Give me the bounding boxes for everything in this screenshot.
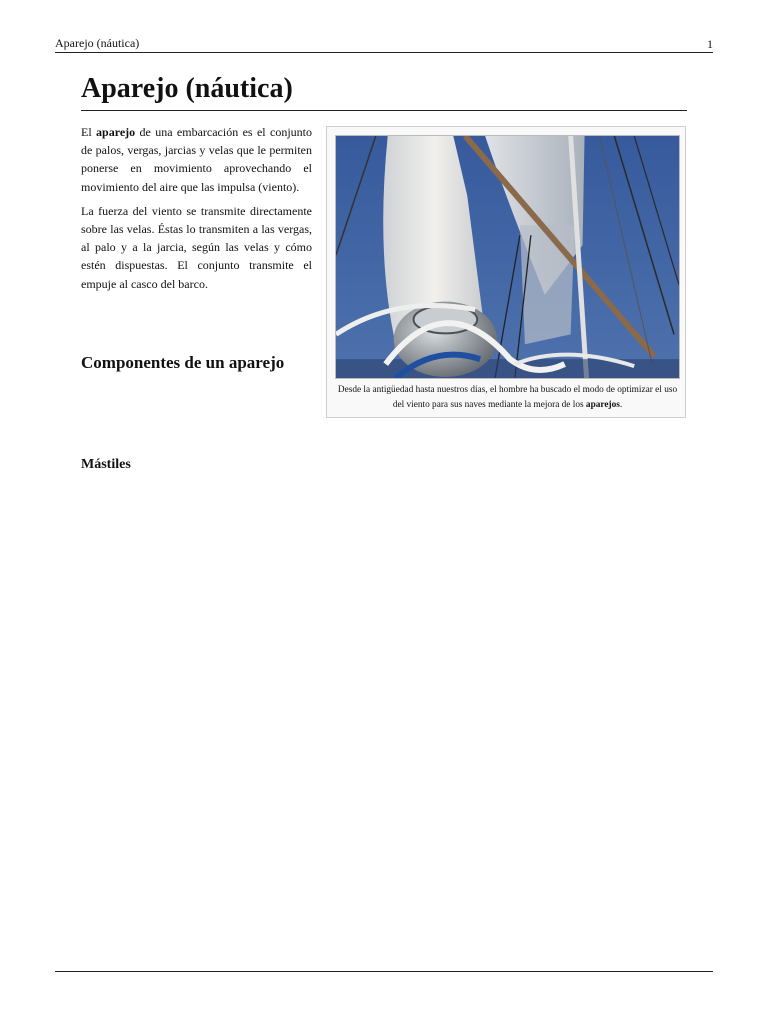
running-header [55,36,713,53]
page-number: 1 [707,37,713,51]
sailboat-rigging-illustration [336,136,679,378]
caption-end: . [619,400,623,410]
running-title: Aparejo (náutica) [55,36,140,50]
intro-lead: El [81,125,97,139]
force-paragraph: La fuerza del viento se transmite directamente sobre las velas. Éstas lo transmiten a las vergas, al palo y a la jarcia, según las velas y cómo estén dispuestas. El conjunto transmite el empuje al casco del barco. [81,203,312,291]
article-title: Aparejo (náutica) [81,72,687,111]
intro-paragraph [81,123,312,196]
figure-caption [335,383,680,413]
caption-text: Desde la antigüedad hasta nuestros días, el hombre ha buscado el modo de optimizar el uso del viento para sus naves mediante la mejora de los [337,385,678,410]
section-heading-componentes: Componentes de un aparejo [81,353,285,372]
intro-rest: de una embarcación es el conjunto de palos, vergas, jarcias y velas que le permiten ponerse en movimiento aprovechando el movimiento del aire que las impulsa (viento). [81,125,312,194]
footer-rule [55,971,713,972]
figure-box [326,126,686,418]
caption-term-aparejos[interactable]: aparejos [585,400,620,410]
article-body [81,123,312,299]
term-aparejo[interactable]: aparejo [96,125,136,139]
subsection-heading-mastiles: Mástiles [81,457,131,472]
sailboat-rigging-photo[interactable] [335,135,680,379]
sail-shadow [520,225,575,344]
